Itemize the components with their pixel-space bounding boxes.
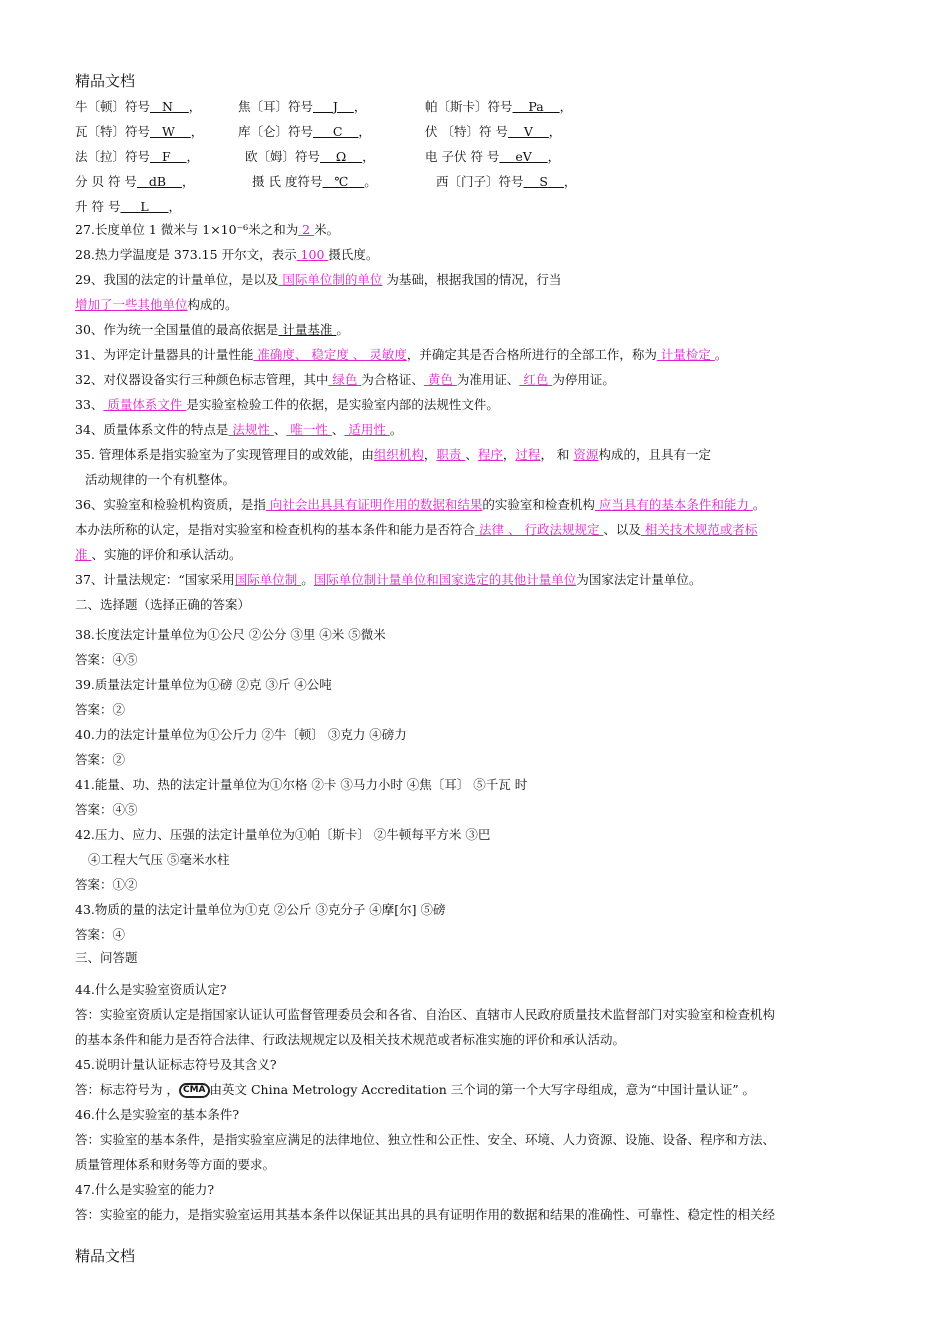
choice-answer: 答案：④	[75, 927, 126, 942]
choice-answer: 答案：④⑤	[75, 802, 138, 817]
q36-line3: 准 、实施的评价和承认活动。	[75, 547, 242, 562]
unit-name: 摄 氏 度符号 ℃ 。	[252, 174, 377, 189]
qa-answer: 答：标志符号为 ， CMA 由英文 China Metrology Accreditation 三个词的第一个大写字母组成，意为“中国计量认证” 。	[75, 1082, 756, 1097]
q36: 36、实验室和检验机构资质，是指 向社会出具具有证明作用的数据和结果的实验室和检查机构 应当具有的基本条件和能力 。	[75, 497, 766, 512]
qa-answer: 质量管理体系和财务等方面的要求。	[75, 1157, 276, 1172]
q27: 27.长度单位 1 微米与 1×10⁻⁶米之和为 2 米。	[75, 222, 340, 237]
unit-name: 库〔仑〕符号 C ，	[238, 124, 371, 139]
section-title: 三、问答题	[75, 950, 138, 965]
unit-name: 帕〔斯卡〕符号 Pa ，	[425, 99, 573, 114]
unit-name: 升 符 号 L ，	[75, 199, 182, 214]
q37: 37、计量法规定：“国家采用国际单位制 。国际单位制计量单位和国家选定的其他计量单位为国家法定计量单位。	[75, 572, 702, 587]
unit-name: 分 贝 符 号 dB ，	[75, 174, 195, 189]
choice-question: 39.质量法定计量单位为①磅 ②克 ③斤 ④公吨	[75, 677, 332, 692]
choice-question: 43.物质的量的法定计量单位为①克 ②公斤 ③克分子 ④摩[尔] ⑤磅	[75, 902, 446, 917]
choice-answer: 答案：④⑤	[75, 652, 138, 667]
unit-name: 牛〔顿〕符号 N ，	[75, 99, 202, 114]
cma-logo-icon: CMA	[179, 1083, 210, 1098]
unit-name: 电 子伏 符 号 eV ，	[425, 149, 561, 164]
q30: 30、作为统一全国量值的最高依据是 计量基准 。	[75, 322, 349, 337]
qa-answer: 答：实验室的基本条件，是指实验室应满足的法律地位、独立性和公正性、安全、环境、人力资源、设施、设备、程序和方法、	[75, 1132, 776, 1147]
q29-line2: 增加了一些其他单位构成的。	[75, 297, 238, 312]
q36-line2: 本办法所称的认定，是指对实验室和检查机构的基本条件和能力是否符合 法律 、 行政法规规定 、以及 相关技术规范或者标	[75, 522, 758, 537]
page-header: 精品文档	[75, 72, 136, 90]
qa-question: 44.什么是实验室资质认定?	[75, 982, 227, 997]
choice-answer: 答案：①②	[75, 877, 138, 892]
unit-name: 法〔拉〕符号 F ，	[75, 149, 200, 164]
choice-question: 42.压力、应力、压强的法定计量单位为①帕〔斯卡〕 ②牛顿每平方米 ③巴	[75, 827, 491, 842]
unit-name: 伏 〔特〕符 号 V ，	[425, 124, 562, 139]
unit-name: 瓦〔特〕符号 W ，	[75, 124, 204, 139]
page-footer: 精品文档	[75, 1247, 136, 1265]
unit-name: 焦〔耳〕符号 J ，	[238, 99, 367, 114]
q31: 31、为评定计量器具的计量性能 准确度、 稳定度 、 灵敏度，并确定其是否合格所进行的全部工作，称为 计量检定 。	[75, 347, 728, 362]
qa-question: 45.说明计量认证标志符号及其含义?	[75, 1057, 277, 1072]
q35-line2: 活动规律的一个有机整体。	[85, 472, 236, 487]
q33: 33、 质量体系文件 是实验室检验工件的依据，是实验室内部的法规性文件。	[75, 397, 499, 412]
qa-question: 46.什么是实验室的基本条件?	[75, 1107, 240, 1122]
choice-answer: 答案：②	[75, 752, 126, 767]
qa-answer: 答：实验室资质认定是指国家认证认可监督管理委员会和各省、自治区、直辖市人民政府质量技术监督部门对实验室和检查机构	[75, 1007, 776, 1022]
qa-answer: 的基本条件和能力是否符合法律、行政法规规定以及相关技术规范或者标准实施的评价和承认活动。	[75, 1032, 626, 1047]
choice-question-line2: ④工程大气压 ⑤毫米水柱	[88, 852, 230, 867]
unit-name: 欧〔姆〕符号 Ω ，	[245, 149, 375, 164]
choice-question: 41.能量、功、热的法定计量单位为①尔格 ②卡 ③马力小时 ④焦〔耳〕 ⑤千瓦 时	[75, 777, 528, 792]
q32: 32、对仪器设备实行三种颜色标志管理，其中 绿色 为合格证、 黄色 为准用证、 红色 为停用证。	[75, 372, 615, 387]
q35: 35. 管理体系是指实验室为了实现管理目的或效能，由组织机构，职责 、程序，过程， 和 资源构成的，且具有一定	[75, 447, 711, 462]
choice-answer: 答案：②	[75, 702, 126, 717]
q34: 34、质量体系文件的特点是 法规性 、 唯一性 、 适用性 。	[75, 422, 403, 437]
qa-question: 47.什么是实验室的能力?	[75, 1182, 215, 1197]
section-title: 二、选择题（选择正确的答案）	[75, 597, 251, 612]
q28: 28.热力学温度是 373.15 开尔文，表示 100 摄氏度。	[75, 247, 379, 262]
choice-question: 38.长度法定计量单位为①公尺 ②公分 ③里 ④米 ⑤微米	[75, 627, 386, 642]
choice-question: 40.力的法定计量单位为①公斤力 ②牛〔顿〕 ③克力 ④磅力	[75, 727, 407, 742]
q29: 29、我国的法定的计量单位，是以及 国际单位制的单位 为基础，根据我国的情况，行当	[75, 272, 562, 287]
qa-answer: 答：实验室的能力，是指实验室运用其基本条件以保证其出具的具有证明作用的数据和结果的准确性、可靠性、稳定性的相关经	[75, 1207, 776, 1222]
unit-name: 西〔门子〕符号 S ，	[436, 174, 577, 189]
